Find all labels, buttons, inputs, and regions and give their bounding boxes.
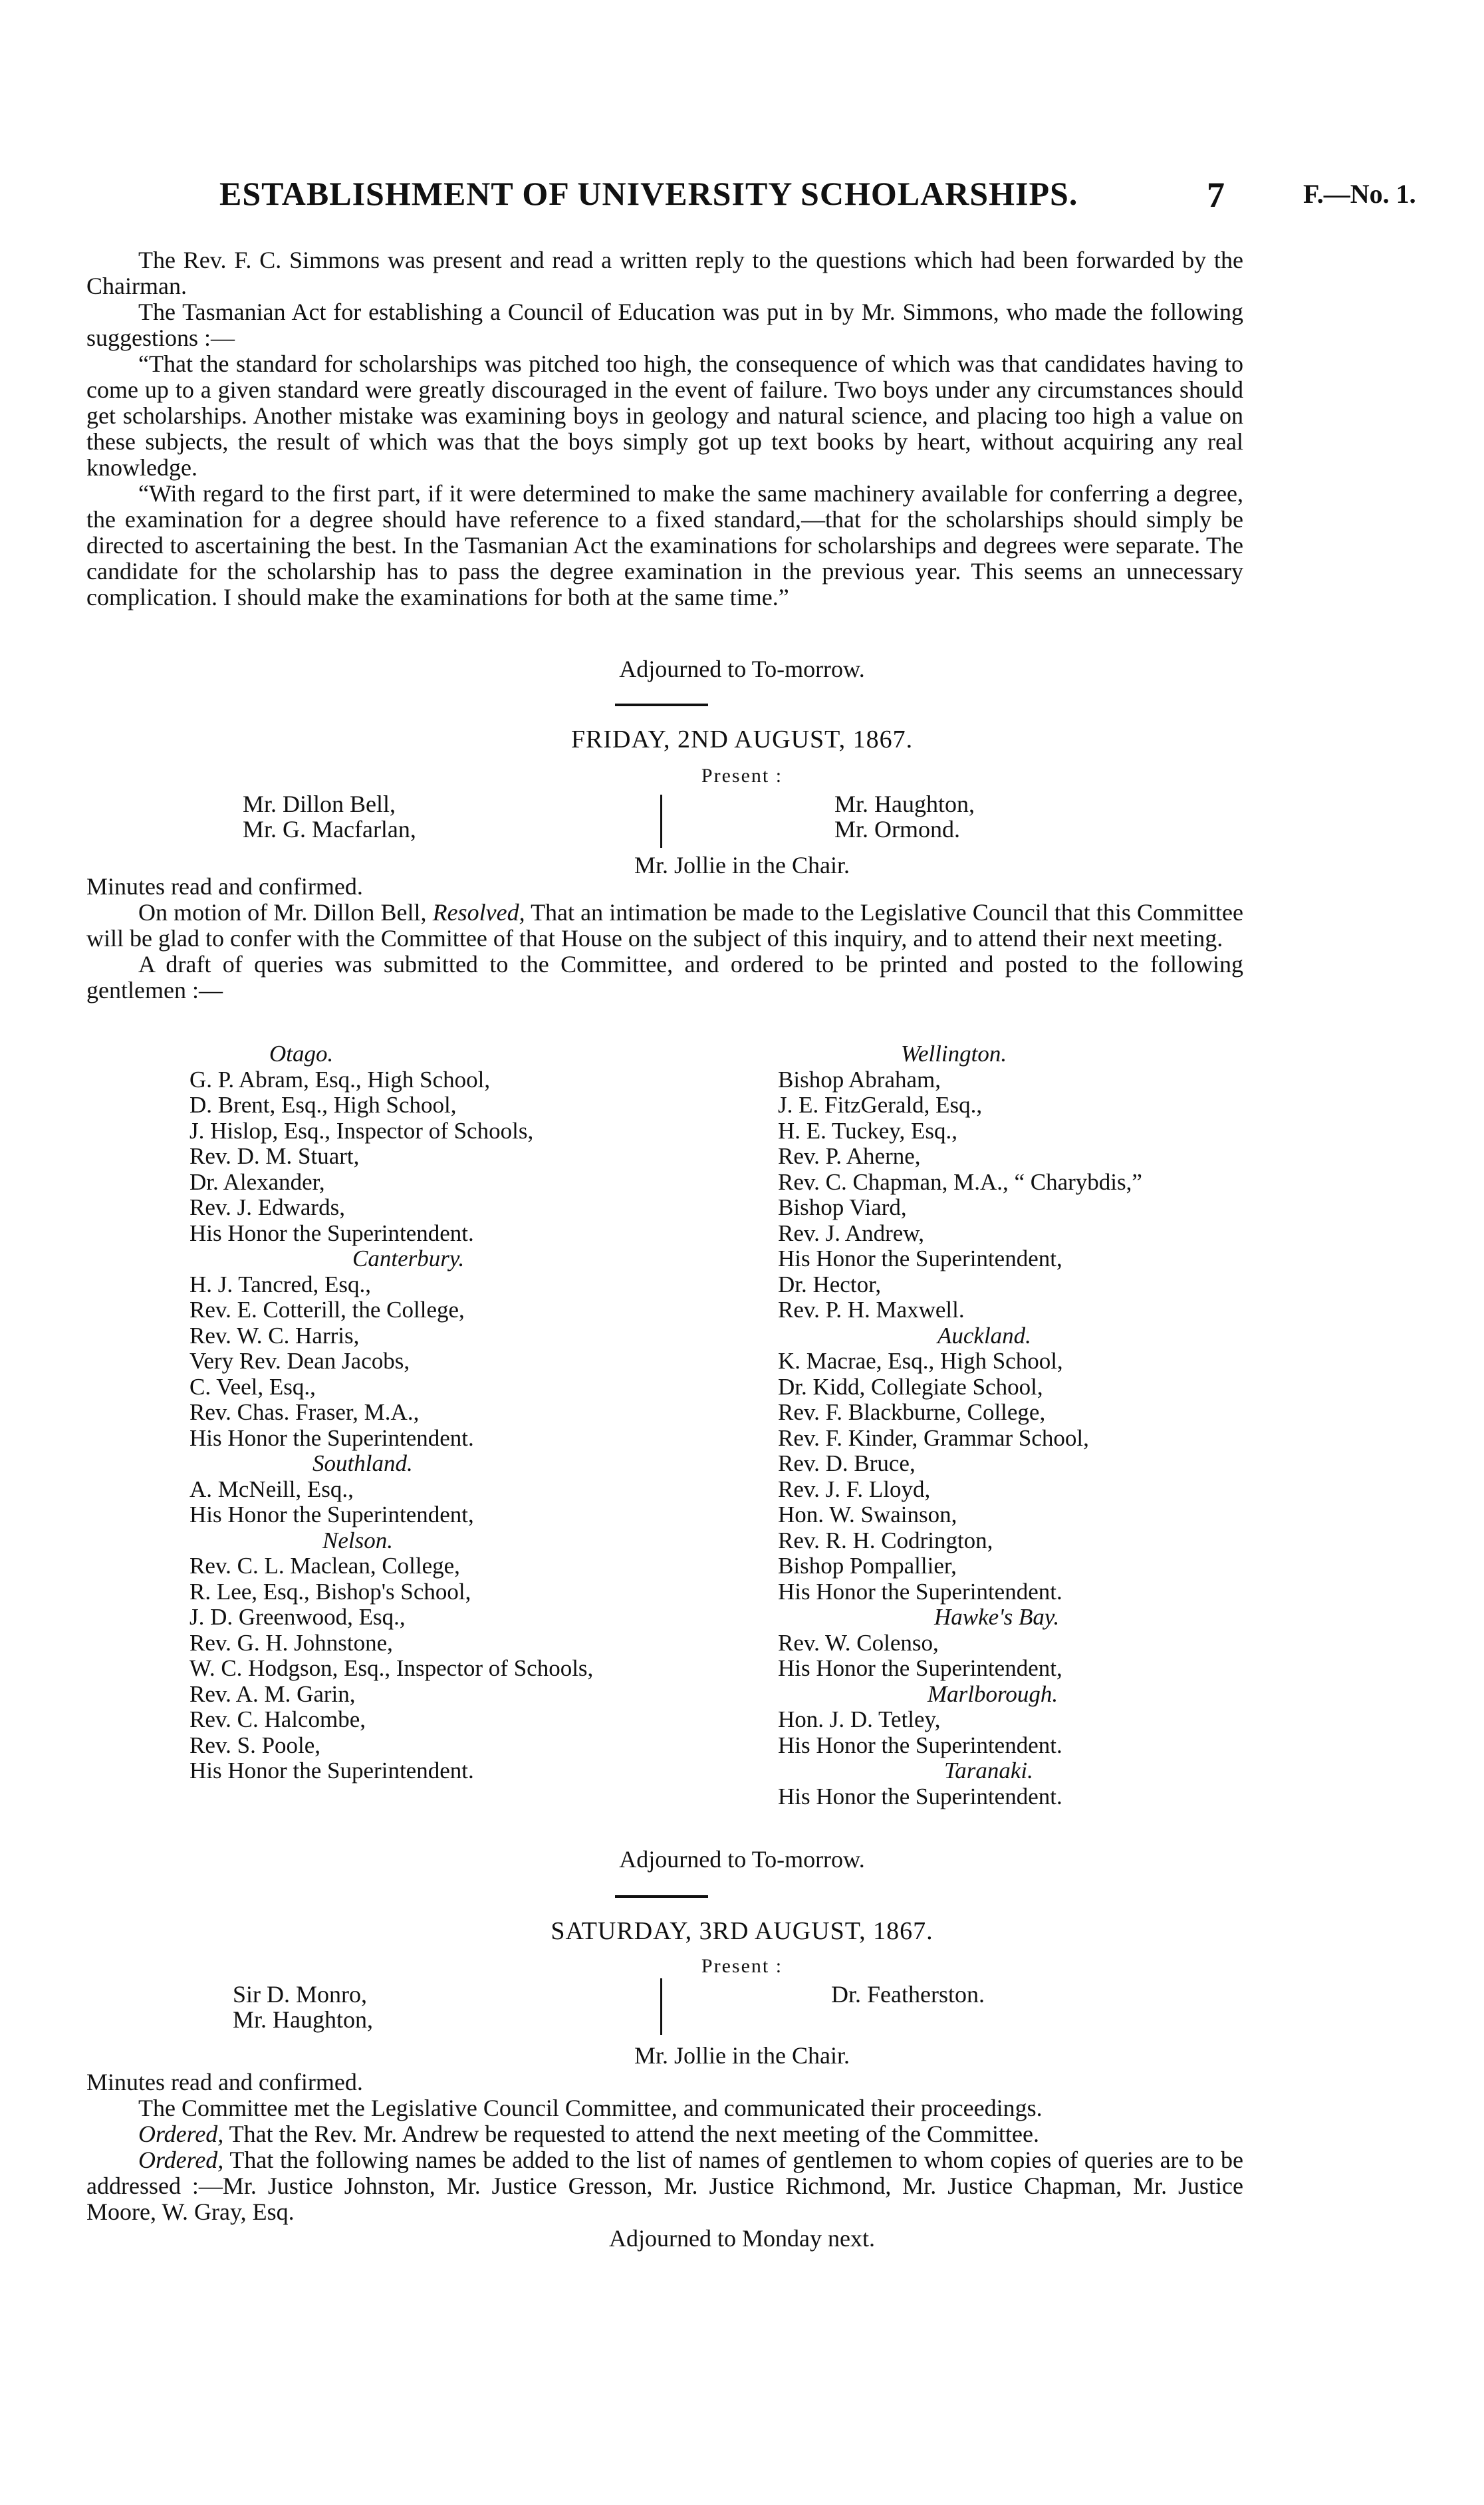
minutes-note: Minutes read and confirmed. [86, 2069, 363, 2095]
recipient: K. Macrae, Esq., High School, [778, 1348, 1063, 1374]
recipient: W. C. Hodgson, Esq., Inspector of Schools, [189, 1655, 594, 1681]
recipient: Bishop Pompallier, [778, 1553, 957, 1579]
recipient: Hon. J. D. Tetley, [778, 1706, 941, 1732]
recipient: His Honor the Superintendent. [189, 1220, 474, 1246]
recipient: Rev. D. M. Stuart, [189, 1143, 360, 1169]
recipient: Rev. C. Chapman, M.A., “ Charybdis,” [778, 1168, 1142, 1195]
recipient: Rev. C. L. Maclean, College, [189, 1553, 460, 1579]
region-heading: Marlborough. [928, 1680, 1058, 1707]
page-title: ESTABLISHMENT OF UNIVERSITY SCHOLARSHIPS. [219, 175, 1078, 212]
attendees-right [831, 1982, 985, 2007]
recipient: Very Rev. Dean Jacobs, [189, 1348, 410, 1374]
recipient: Bishop Viard, [778, 1194, 907, 1220]
recipient: Dr. Alexander, [189, 1168, 325, 1195]
region-heading: Otago. [269, 1041, 334, 1067]
recipient: G. P. Abram, Esq., High School, [189, 1066, 491, 1093]
chair-note: Mr. Jollie in the Chair. [634, 2042, 850, 2069]
recipient: J. Hislop, Esq., Inspector of Schools, [189, 1117, 534, 1144]
attendees-right [834, 791, 975, 842]
recipient: His Honor the Superintendent, [778, 1246, 1062, 1271]
recipient: A. McNeill, Esq., [189, 1476, 354, 1502]
recipient: R. Lee, Esq., Bishop's School, [189, 1578, 471, 1605]
ordered-paragraph [86, 2121, 1243, 2147]
recipient: C. Veel, Esq., [189, 1373, 316, 1400]
adjournment-note: Adjourned to Monday next. [609, 2225, 875, 2252]
attendee: Mr. G. Macfarlan, [243, 816, 416, 843]
region-heading: Southland. [312, 1450, 413, 1476]
region-heading: Hawke's Bay. [934, 1604, 1060, 1630]
intro-section [86, 247, 1243, 610]
recipient: Rev. F. Kinder, Grammar School, [778, 1424, 1089, 1451]
recipient: His Honor the Superintendent. [778, 1732, 1062, 1758]
recipient: Hon. W. Swainson, [778, 1502, 957, 1527]
region-heading: Taranaki. [944, 1758, 1033, 1783]
chair-note: Mr. Jollie in the Chair. [634, 852, 850, 878]
saturday-proceedings [86, 2069, 1243, 2225]
recipient: Dr. Kidd, Collegiate School, [778, 1373, 1043, 1400]
friday-proceedings [86, 874, 1243, 1003]
attendee: Mr. Haughton, [834, 791, 975, 817]
recipient: H. E. Tuckey, Esq., [778, 1117, 957, 1144]
attendee: Mr. Dillon Bell, [243, 791, 396, 817]
region-heading: Wellington. [901, 1041, 1007, 1067]
attendee: Mr. Haughton, [233, 2006, 373, 2033]
region-heading: Auckland. [937, 1322, 1031, 1349]
document-reference: F.—No. 1. [1303, 179, 1416, 209]
recipient: Rev. J. Andrew, [778, 1220, 925, 1246]
recipient: Rev. E. Cotterill, the College, [189, 1297, 465, 1323]
recipient: Rev. W. C. Harris, [189, 1322, 360, 1349]
region-heading: Canterbury. [352, 1246, 465, 1271]
recipient: His Honor the Superintendent, [189, 1502, 474, 1527]
page-number: 7 [1207, 175, 1225, 215]
motion-text: That an intimation be made to the Legislative Council that this Committee will be glad to confer with the Committee of that House on the subject of this inquiry, and to attend their next meeting. [86, 899, 1243, 952]
recipient: Rev. J. F. Lloyd, [778, 1476, 931, 1502]
recipient: Rev. R. H. Codrington, [778, 1527, 993, 1553]
region-heading: Nelson. [322, 1527, 393, 1553]
recipient: Rev. G. H. Johnstone, [189, 1629, 393, 1656]
section-divider [615, 704, 708, 706]
present-label: Present : [701, 1955, 783, 1977]
recipient: Rev. Chas. Fraser, M.A., [189, 1399, 420, 1425]
attendee-divider [660, 1978, 662, 2035]
running-header [219, 174, 1456, 221]
recipient: Rev. D. Bruce, [778, 1450, 916, 1476]
recipient: Rev. P. Aherne, [778, 1143, 921, 1169]
recipient: His Honor the Superintendent. [189, 1424, 474, 1451]
recipients-left-column [189, 1041, 593, 1784]
resolved-word: Resolved, [432, 899, 525, 926]
attendee-divider [660, 795, 662, 848]
recipient: Rev. P. H. Maxwell. [778, 1297, 965, 1323]
recipient: J. E. FitzGerald, Esq., [778, 1092, 983, 1118]
meeting-date: SATURDAY, 3RD AUGUST, 1867. [551, 1917, 933, 1945]
recipient: D. Brent, Esq., High School, [189, 1092, 457, 1118]
ordered-text: That the Rev. Mr. Andrew be requested to attend the next meeting of the Committee. [229, 2121, 1040, 2147]
ordered-paragraph [86, 2147, 1243, 2225]
recipient: Bishop Abraham, [778, 1066, 941, 1093]
minutes-note: Minutes read and confirmed. [86, 873, 363, 900]
recipient: H. J. Tancred, Esq., [189, 1271, 371, 1297]
intro-paragraph: The Tasmanian Act for establishing a Council of Education was put in by Mr. Simmons, who made the following suggestions :— [86, 299, 1243, 351]
recipient: His Honor the Superintendent. [778, 1783, 1062, 1809]
ordered-word: Ordered, [138, 2121, 224, 2147]
ordered-text: That the following names be added to the list of names of gentlemen to whom copies of queries are to be addressed :—Mr. Justice Johnston, Mr. Justice Gresson, Mr. Justice Richmond, Mr. Justice Chapman, Mr. Justice Moore, W. Gray, Esq. [86, 2147, 1243, 2225]
motion-prefix: On motion of Mr. Dillon Bell, [138, 899, 427, 926]
section-divider [615, 1895, 708, 1898]
recipient: Rev. F. Blackburne, College, [778, 1399, 1046, 1425]
recipient: Rev. S. Poole, [189, 1732, 321, 1758]
recipient: Rev. C. Halcombe, [189, 1706, 366, 1732]
attendee: Dr. Featherston. [831, 1981, 985, 2008]
recipient: Rev. W. Colenso, [778, 1629, 939, 1656]
recipient: J. D. Greenwood, Esq., [189, 1604, 406, 1630]
committee-met-paragraph: The Committee met the Legislative Council Committee, and communicated their proceedings. [138, 2095, 1043, 2121]
recipient: His Honor the Superintendent, [778, 1655, 1062, 1681]
quoted-suggestion: “That the standard for scholarships was pitched too high, the consequence of which was that candidates having to come up to a given standard were greatly discouraged in the event of failure. Two boys under any circumstances should get scholarships. Another mistake was examining boys in geology and natural science, and placing too high a value on these subjects, the result of which was that the boys simply got up text books by heart, without acquiring any real knowledge. [86, 350, 1243, 481]
attendees-left [233, 1982, 373, 2032]
recipient: Rev. A. M. Garin, [189, 1680, 356, 1707]
draft-paragraph: A draft of queries was submitted to the Committee, and ordered to be printed and posted to the following gentlemen :— [86, 951, 1243, 1003]
ordered-word: Ordered, [138, 2147, 224, 2173]
recipient: Dr. Hector, [778, 1271, 882, 1297]
intro-paragraph: The Rev. F. C. Simmons was present and read a written reply to the questions which had been forwarded by the Chairman. [86, 247, 1243, 299]
recipient: Rev. J. Edwards, [189, 1194, 345, 1220]
attendee: Mr. Ormond. [834, 816, 960, 843]
quoted-suggestion: “With regard to the first part, if it were determined to make the same machinery available for conferring a degree, the examination for a degree should have reference to a fixed standard,—that for the scholarships should simply be directed to ascertaining the best. In the Tasmanian Act the examinations for scholarships and degrees were separate. The candidate for the scholarship has to pass the degree examination in the previous year. This seems an unnecessary complication. I should make the examinations for both at the same time.” [86, 480, 1243, 610]
adjournment-note: Adjourned to To-morrow. [619, 1846, 865, 1873]
present-label: Present : [701, 765, 783, 787]
adjournment-note: Adjourned to To-morrow. [619, 656, 865, 682]
meeting-date: FRIDAY, 2ND AUGUST, 1867. [570, 725, 914, 753]
recipients-right-column [778, 1041, 1142, 1809]
attendee: Sir D. Monro, [233, 1981, 368, 2008]
recipient: His Honor the Superintendent. [778, 1578, 1062, 1605]
attendees-left [243, 791, 416, 842]
motion-paragraph [86, 900, 1243, 952]
recipient: His Honor the Superintendent. [189, 1758, 474, 1783]
